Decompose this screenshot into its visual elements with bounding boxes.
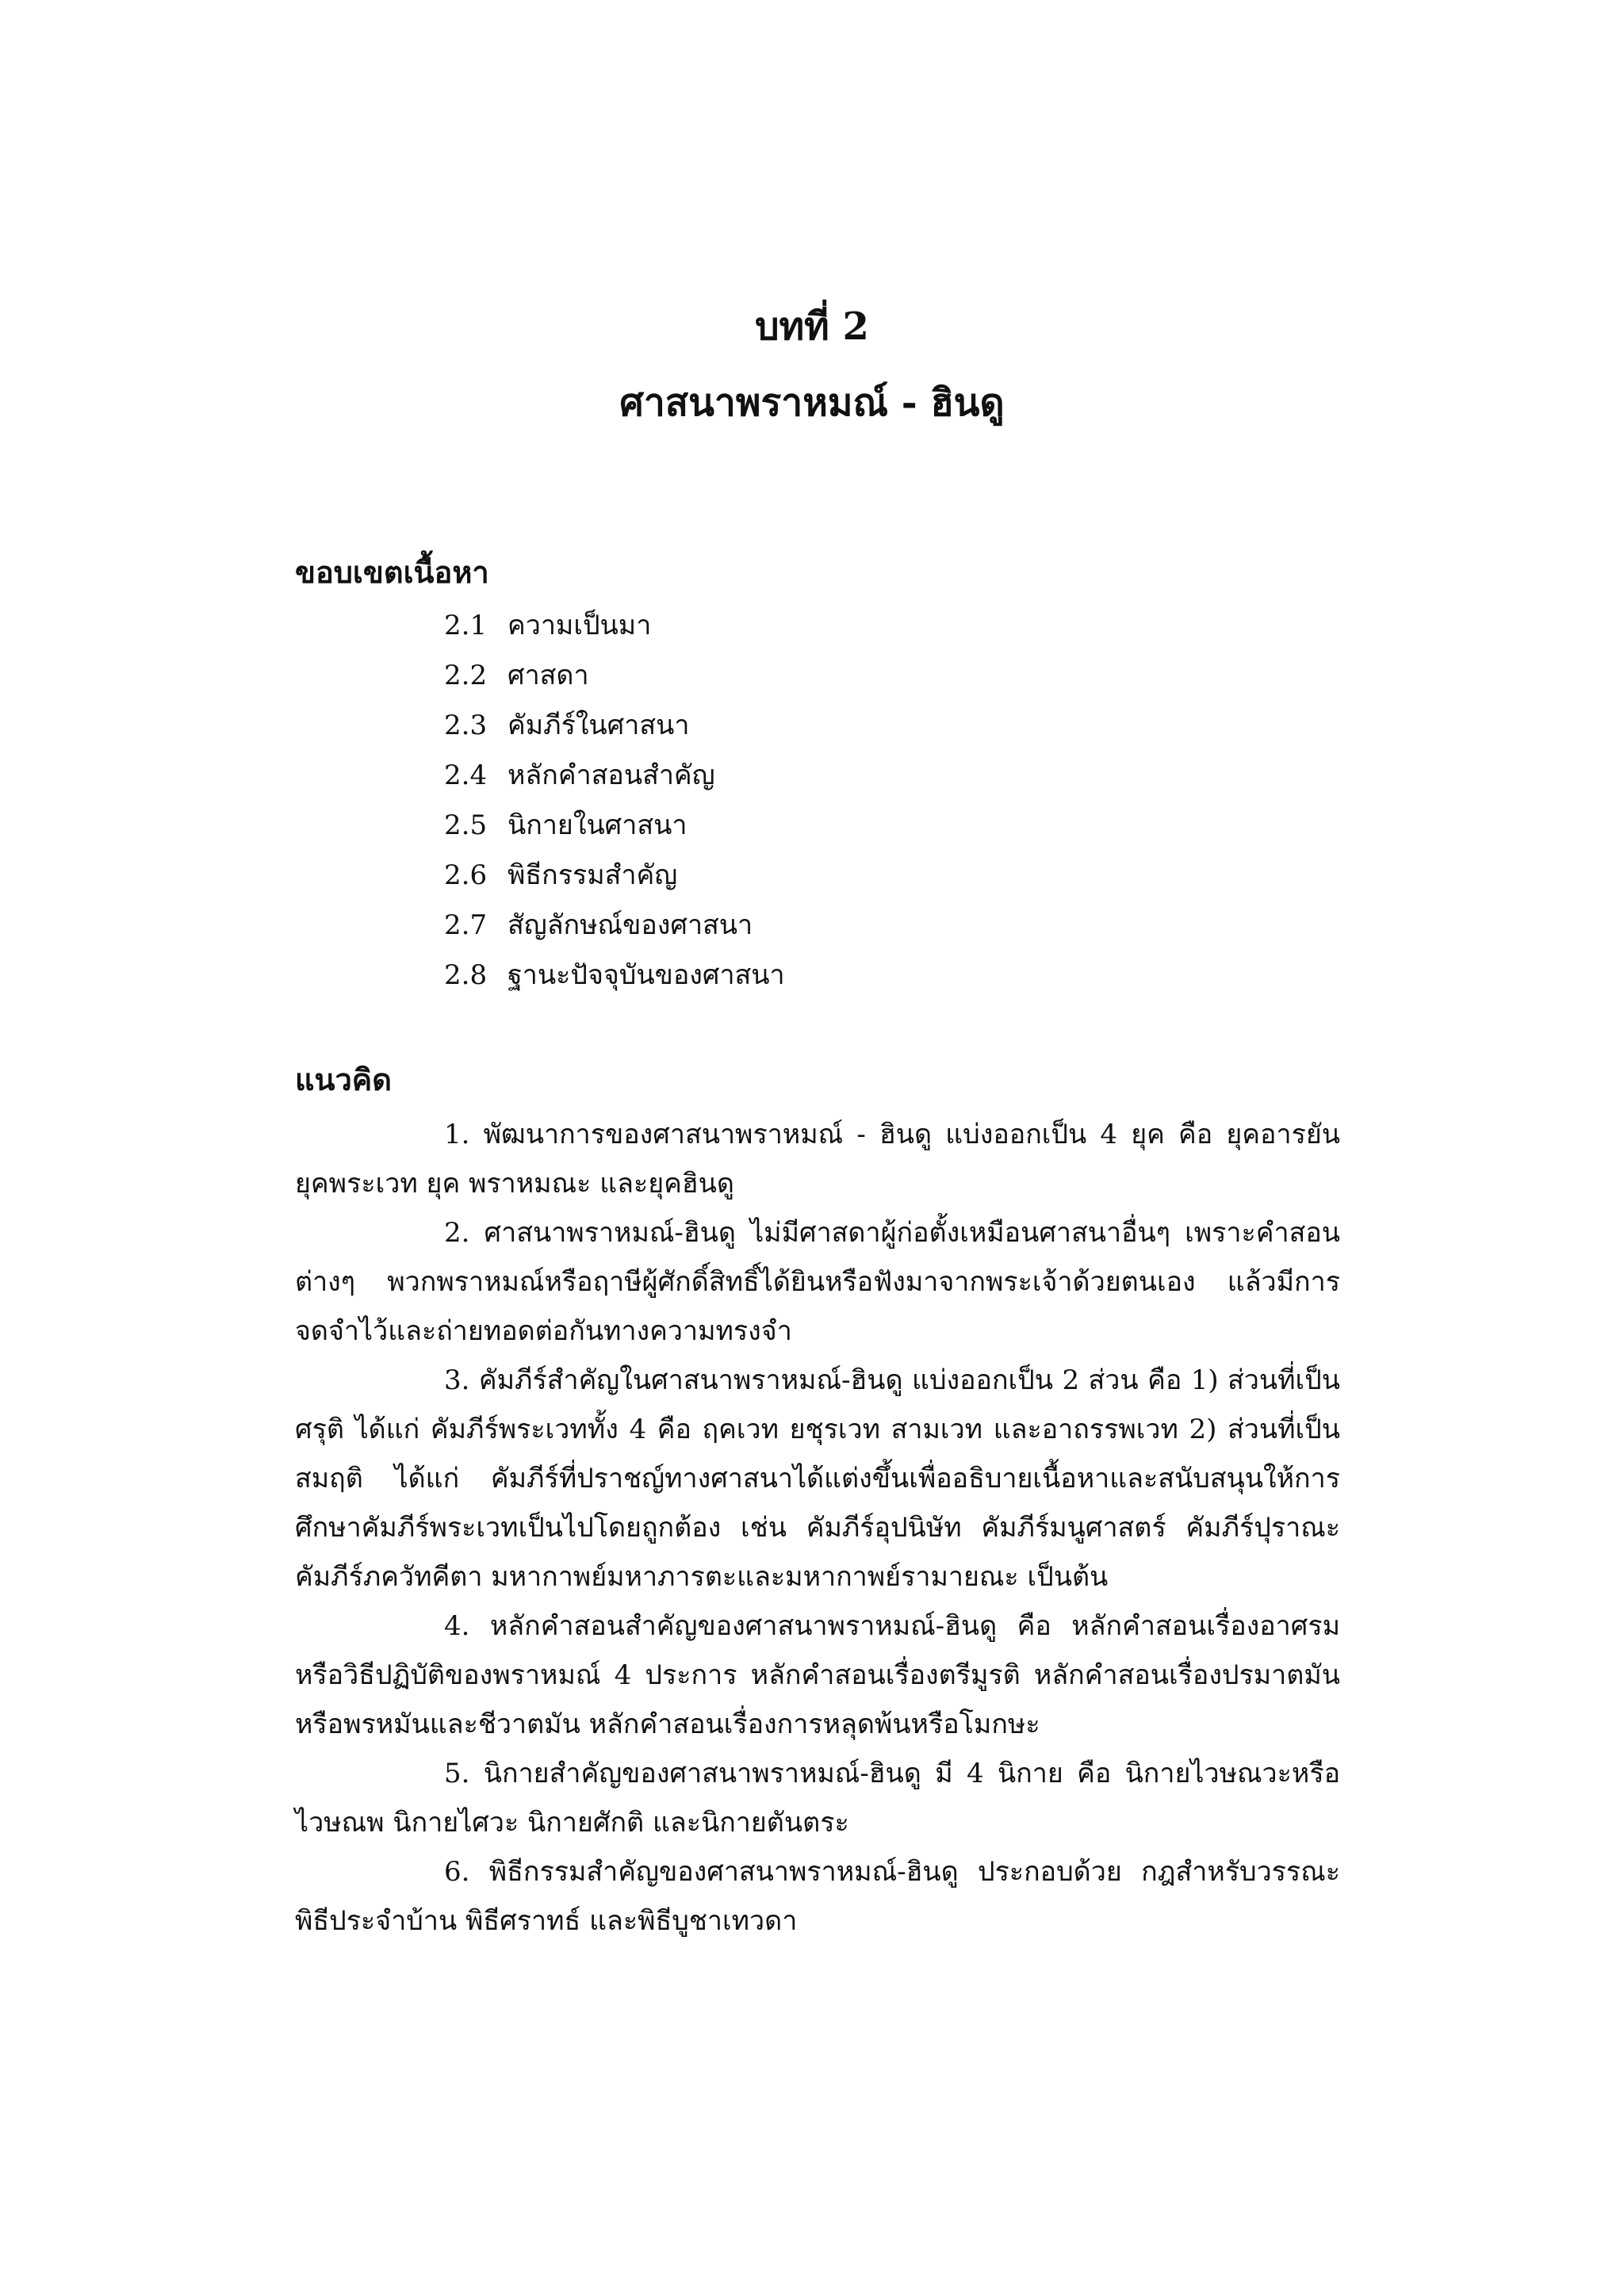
concept-list bbox=[295, 1110, 1340, 1946]
scope-item-label: นิกายในศาสนา bbox=[508, 809, 688, 841]
scope-item-number: 2.7 bbox=[444, 909, 488, 941]
concept-paragraph-3: 3. คัมภีร์สำคัญในศาสนาพราหมณ์-ฮินดู แบ่งออกเป็น 2 ส่วน คือ 1) ส่วนที่เป็นศรุติ ได้แก่ คัมภีร์พระเวททั้ง 4 คือ ฤคเวท ยชุรเวท สามเวท และอาถรรพเวท 2) ส่วนที่เป็นสมฤติ ได้แก่ คัมภีร์ที่ปราชญ์ทางศาสนาได้แต่งขึ้นเพื่ออธิบายเนื้อหาและสนับสนุนให้การศึกษาคัมภีร์พระเวทเป็นไปโดยถูกต้อง เช่น คัมภีร์อุปนิษัท คัมภีร์มนูศาสตร์ คัมภีร์ปุราณะ คัมภีร์ภควัทคีตา มหากาพย์มหาภารตะและมหากาพย์รามายณะ เป็นต้น bbox=[295, 1364, 1340, 1593]
scope-item bbox=[444, 651, 785, 701]
scope-list bbox=[444, 601, 785, 1001]
scope-item-label: ฐานะปัจจุบันของศาสนา bbox=[508, 959, 785, 991]
scope-item bbox=[444, 601, 785, 651]
chapter-number: บทที่ 2 bbox=[755, 304, 869, 349]
scope-item-label: คัมภีร์ในศาสนา bbox=[508, 710, 690, 741]
scope-item bbox=[444, 951, 785, 1001]
scope-heading: ขอบเขตเนื้อหา bbox=[295, 554, 489, 590]
scope-item-number: 2.8 bbox=[444, 959, 488, 991]
concept-paragraph-4: 4. หลักคำสอนสำคัญของศาสนาพราหมณ์-ฮินดู คือ หลักคำสอนเรื่องอาศรม หรือวิธีปฏิบัติของพราหมณ์ 4 ประการ หลักคำสอนเรื่องตรีมูรติ หลักคำสอนเรื่องปรมาตมัน หรือพรหมันและชีวาตมัน หลักคำสอนเรื่องการหลุดพ้นหรือโมกษะ bbox=[295, 1610, 1340, 1740]
concept-paragraph-6: 6. พิธีกรรมสำคัญของศาสนาพราหมณ์-ฮินดู ประกอบด้วย กฎสำหรับวรรณะ พิธีประจำบ้าน พิธีศราทธ์ และพิธีบูชาเทวดา bbox=[295, 1856, 1340, 1937]
scope-item-label: ความเป็นมา bbox=[508, 610, 652, 641]
concept-paragraph-5: 5. นิกายสำคัญของศาสนาพราหมณ์-ฮินดู มี 4 นิกาย คือ นิกายไวษณวะหรือไวษณพ นิกายไศวะ นิกายศักติ และนิกายตันตระ bbox=[295, 1758, 1340, 1839]
scope-item-number: 2.3 bbox=[444, 710, 488, 741]
scope-item-number: 2.1 bbox=[444, 610, 488, 641]
scope-item bbox=[444, 801, 785, 851]
scope-item-number: 2.2 bbox=[444, 660, 488, 691]
scope-item bbox=[444, 851, 785, 901]
scope-item bbox=[444, 701, 785, 751]
scope-item-label: ศาสดา bbox=[508, 660, 589, 691]
scope-item-label: สัญลักษณ์ของศาสนา bbox=[508, 909, 753, 941]
scope-item bbox=[444, 751, 785, 801]
scope-item-number: 2.5 bbox=[444, 809, 488, 841]
concept-paragraph-1: 1. พัฒนาการของศาสนาพราหมณ์ - ฮินดู แบ่งออกเป็น 4 ยุค คือ ยุคอารยัน ยุคพระเวท ยุค พราหมณะ และยุคฮินดู bbox=[295, 1119, 1340, 1200]
chapter-title: ศาสนาพราหมณ์ - ฮินดู bbox=[619, 381, 1005, 425]
scope-item-number: 2.6 bbox=[444, 859, 488, 891]
scope-item-label: พิธีกรรมสำคัญ bbox=[508, 859, 678, 891]
concept-heading: แนวคิด bbox=[295, 1062, 392, 1097]
scope-item-label: หลักคำสอนสำคัญ bbox=[508, 760, 715, 791]
concept-paragraph-2: 2. ศาสนาพราหมณ์-ฮินดู ไม่มีศาสดาผู้ก่อตั้งเหมือนศาสนาอื่นๆ เพราะคำสอนต่างๆ พวกพราหมณ์หรือฤาษีผู้ศักดิ์สิทธิ์ได้ยินหรือฟังมาจากพระเจ้าด้วยตนเอง แล้วมีการจดจำไว้และถ่ายทอดต่อกันทางความทรงจำ bbox=[295, 1217, 1340, 1347]
scope-item bbox=[444, 901, 785, 951]
scope-item-number: 2.4 bbox=[444, 760, 488, 791]
